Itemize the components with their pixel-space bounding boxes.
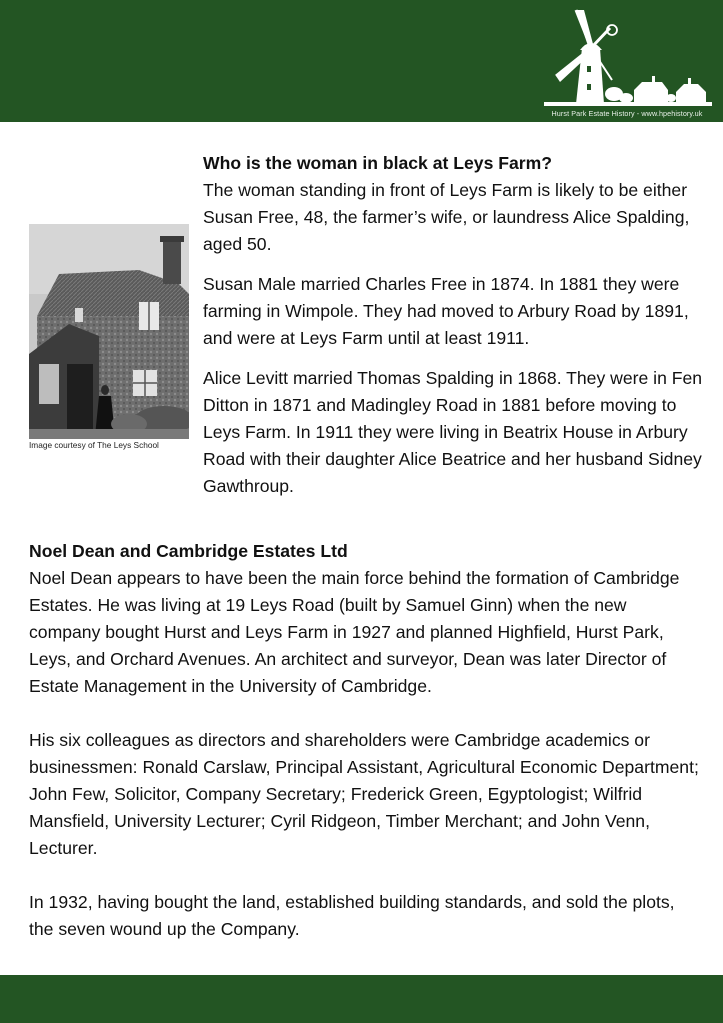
page-footer: [0, 975, 723, 1023]
paragraph: Susan Male married Charles Free in 1874. In 1881 they were farming in Wimpole. They had moved to Arbury Road by 1891, and were at Leys Farm until at least 1911.: [203, 274, 689, 348]
paragraph: Noel Dean appears to have been the main force behind the formation of Cambridge Estates. He was living at 19 Leys Road (built by Samuel Ginn) when the new company bought Hurst and Leys Farm in 1927 and planned Highfield, Hurst Park, Leys, and Orchard Avenues. An architect and surveyor, Dean was later Director of Estate Management in the University of Cambridge.: [29, 568, 680, 696]
noel-dean-section: [29, 538, 699, 970]
woman-in-black-section: [203, 150, 703, 513]
photo-credit: Image courtesy of The Leys School: [29, 440, 159, 450]
paragraph: The woman standing in front of Leys Farm is likely to be either Susan Free, 48, the farmer’s wife, or laundress Alice Spalding, aged 50.: [203, 180, 690, 254]
paragraph: Alice Levitt married Thomas Spalding in 1868. They were in Fen Ditton in 1871 and Madingley Road in 1881 before moving to Leys Farm. In 1911 they were living in Beatrix House in Arbury Road with their daughter Alice Beatrice and her husband Sidney Gawthroup.: [203, 368, 703, 496]
paragraph: His six colleagues as directors and shareholders were Cambridge academics or businessmen: Ronald Carslaw, Principal Assistant, Agricultural Economic Department; John Few, Solicitor, Company Secretary; Frederick Green, Egyptologist; Wilfrid Mansfield, University Lecturer; Cyril Ridgeon, Timber Merchant; and John Venn, Lecturer.: [29, 730, 699, 858]
section-heading: Who is the woman in black at Leys Farm?: [203, 153, 553, 173]
windmill-logo-icon: [538, 6, 716, 110]
leys-farm-photo: [29, 224, 189, 439]
page-header: [0, 0, 723, 122]
paragraph: In 1932, having bought the land, established building standards, and sold the plots, the seven wound up the Company.: [29, 892, 675, 939]
leys-farm-photo-image: [29, 224, 189, 439]
logo-caption: Hurst Park Estate History - www.hpehistory.uk: [551, 109, 703, 118]
section-heading: Noel Dean and Cambridge Estates Ltd: [29, 541, 348, 561]
